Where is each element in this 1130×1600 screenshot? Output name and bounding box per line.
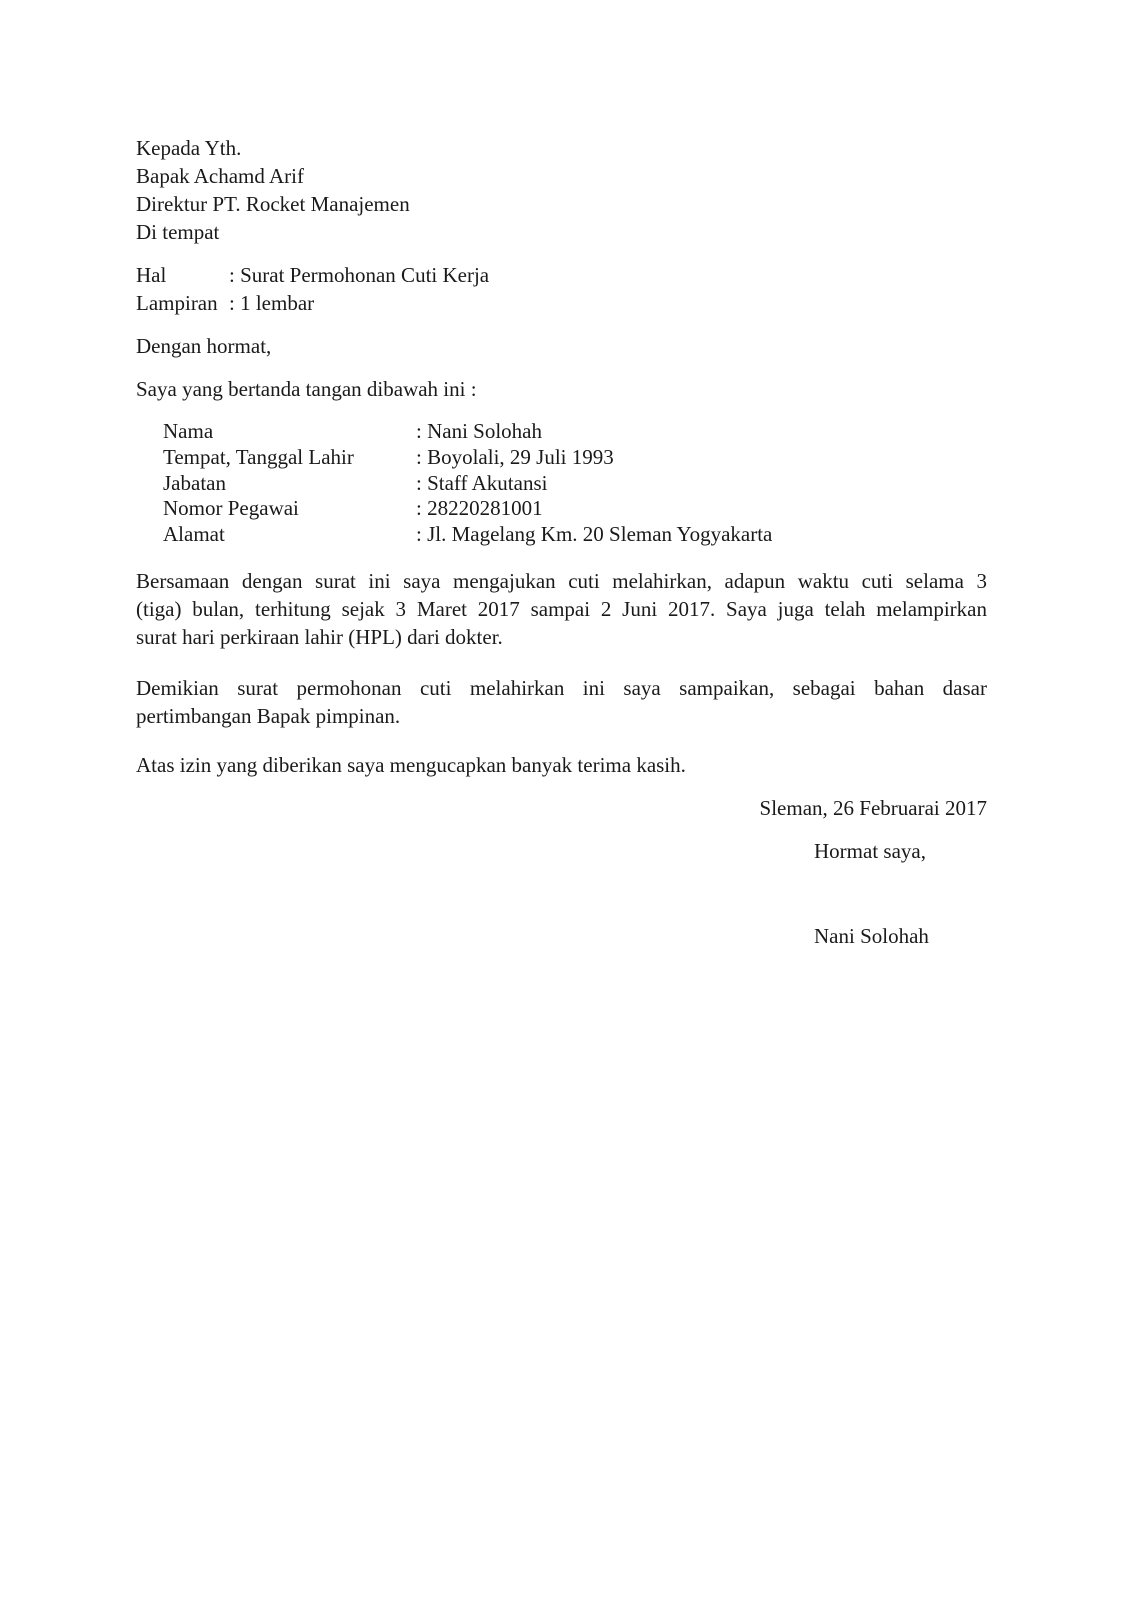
body-paragraph-2-line-1: Demikian surat permohonan cuti melahirkan ini saya sampaikan, sebagai bahan dasar — [136, 676, 987, 700]
recipient-name: Bapak Achamd Arif — [136, 164, 304, 188]
identity-position-value: : Staff Akutansi — [416, 471, 548, 495]
identity-name-value: : Nani Solohah — [416, 419, 542, 443]
identity-employee-number-value: : 28220281001 — [416, 496, 543, 520]
subject-value: : Surat Permohonan Cuti Kerja — [229, 263, 490, 287]
recipient-position: Direktur PT. Rocket Manajemen — [136, 192, 410, 216]
body-paragraph-2 — [136, 674, 987, 730]
recipient-location: Di tempat — [136, 220, 220, 244]
body-paragraph-1-line-2: (tiga) bulan, terhitung sejak 3 Maret 2017 sampai 2 Juni 2017. Saya juga telah melampirkan — [136, 597, 987, 621]
salutation: Dengan hormat, — [136, 334, 272, 358]
identity-address-value: : Jl. Magelang Km. 20 Sleman Yogyakarta — [416, 522, 773, 546]
identity-address-label: Alamat — [163, 522, 225, 546]
subject-label: Hal — [136, 263, 167, 287]
intro-text: Saya yang bertanda tangan dibawah ini : — [136, 377, 477, 401]
identity-name-label: Nama — [163, 419, 214, 443]
recipient-line-1: Kepada Yth. — [136, 136, 242, 160]
body-paragraph-1 — [136, 567, 987, 651]
closing-regards: Hormat saya, — [814, 839, 926, 863]
body-paragraph-1-line-1: Bersamaan dengan surat ini saya mengajukan cuti melahirkan, adapun waktu cuti selama 3 — [136, 569, 987, 593]
attachment-label: Lampiran — [136, 291, 218, 315]
body-paragraph-2-line-2: pertimbangan Bapak pimpinan. — [136, 704, 401, 728]
body-paragraph-1-line-3: surat hari perkiraan lahir (HPL) dari dokter. — [136, 625, 503, 649]
body-paragraph-3: Atas izin yang diberikan saya mengucapkan banyak terima kasih. — [136, 753, 686, 777]
identity-employee-number-label: Nomor Pegawai — [163, 496, 299, 520]
signatory-name: Nani Solohah — [814, 924, 929, 948]
identity-position-label: Jabatan — [163, 471, 226, 495]
attachment-value: : 1 lembar — [229, 291, 315, 315]
identity-birth-label: Tempat, Tanggal Lahir — [163, 445, 354, 469]
identity-birth-value: : Boyolali, 29 Juli 1993 — [416, 445, 614, 469]
place-and-date: Sleman, 26 Februarai 2017 — [759, 796, 987, 820]
